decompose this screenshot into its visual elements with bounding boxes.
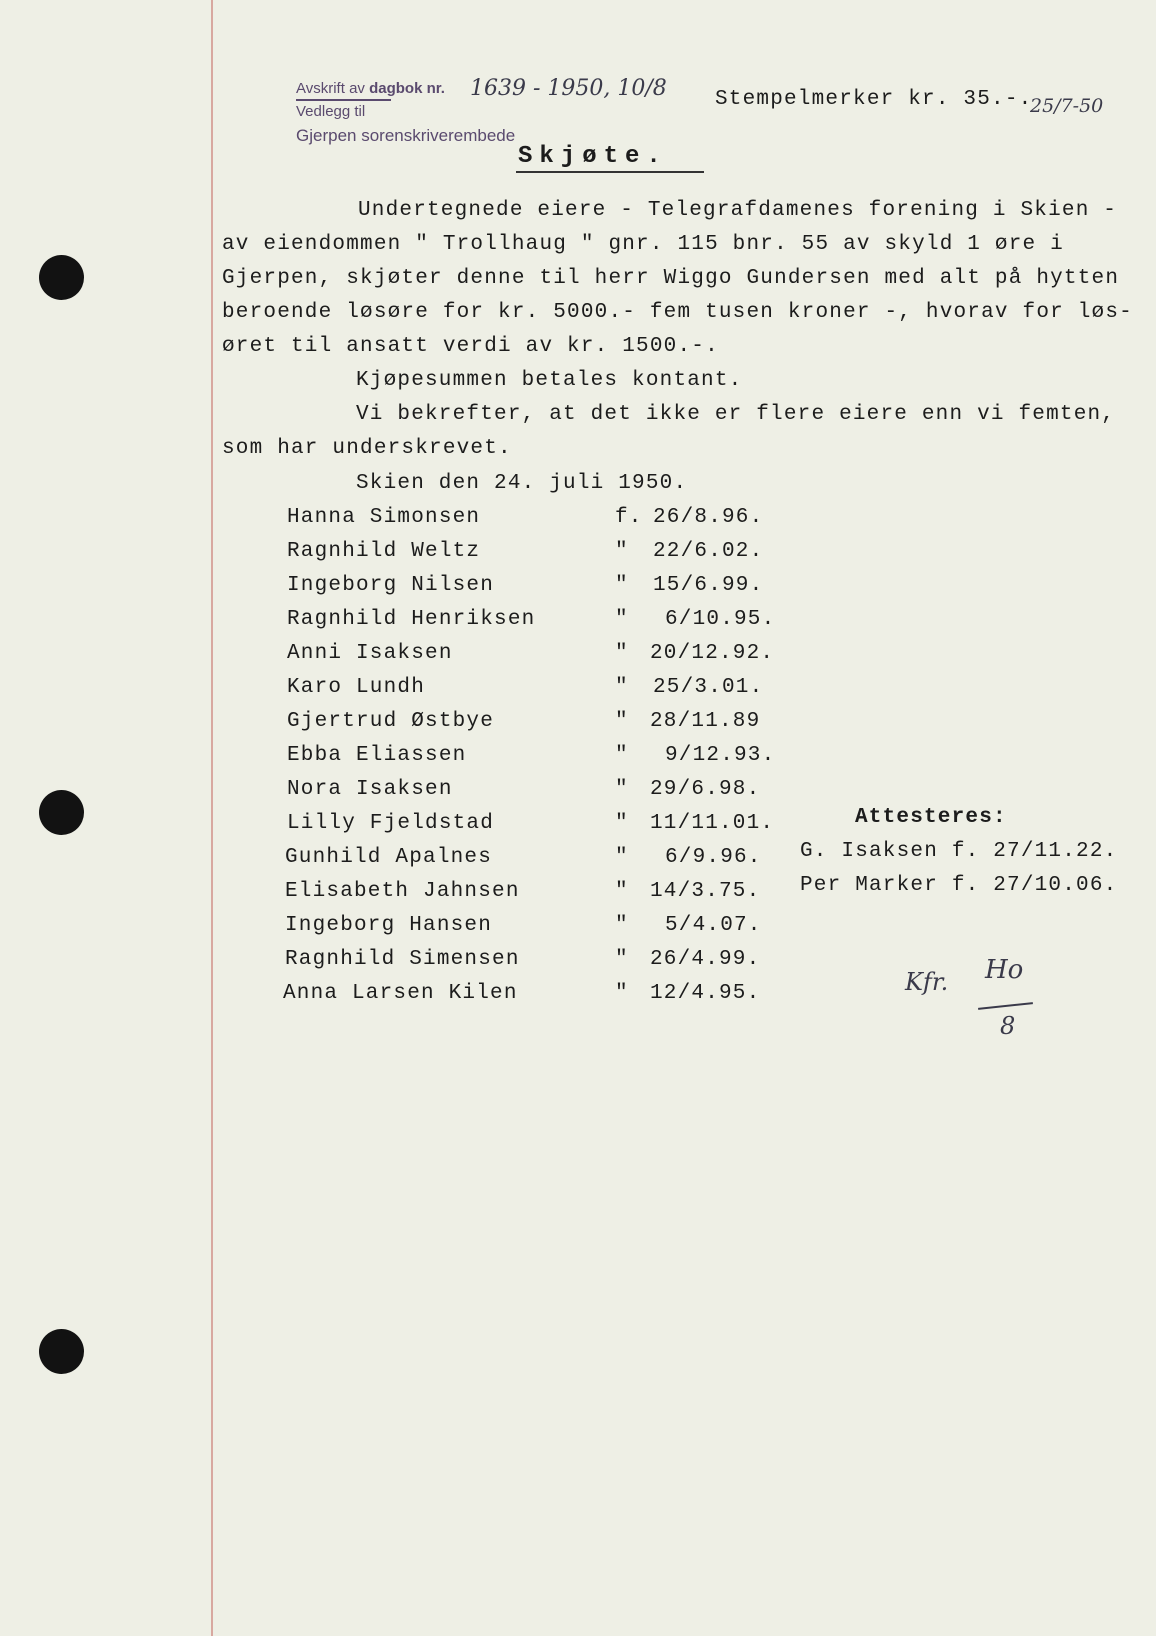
signatory-date: 29/6.98.: [650, 778, 761, 801]
signatory-name: Lilly Fjeldstad: [287, 812, 495, 835]
signatory-date: 12/4.95.: [650, 982, 761, 1005]
handwritten-annotation-left: Kfr.: [905, 968, 949, 996]
signatory-mark: ": [615, 880, 629, 903]
signatory-name: Ragnhild Simensen: [285, 948, 520, 971]
body-line: Vi bekrefter, at det ikke er flere eiere enn vi femten,: [356, 403, 1116, 426]
body-line: beroende løsøre for kr. 5000.- fem tusen kroner -, hvorav for løs-: [222, 301, 1133, 324]
signatory-mark: ": [615, 676, 629, 699]
signatory-name: Hanna Simonsen: [287, 506, 481, 529]
attest-line: G. Isaksen f. 27/11.22.: [800, 840, 1118, 863]
signatory-mark: ": [615, 914, 629, 937]
body-line: Kjøpesummen betales kontant.: [356, 369, 743, 392]
signatory-date: 11/11.01.: [650, 812, 775, 835]
signatory-name: Ragnhild Henriksen: [287, 608, 536, 631]
signatory-date: 25/3.01.: [653, 676, 764, 699]
signatory-name: Karo Lundh: [287, 676, 426, 699]
signatory-mark: ": [615, 778, 629, 801]
body-line: øret til ansatt verdi av kr. 1500.-.: [222, 335, 719, 358]
signatory-mark: ": [615, 608, 629, 631]
stamp-dagbok-label: dagbok nr.: [369, 80, 445, 97]
date-line: Skien den 24. juli 1950.: [356, 472, 688, 495]
signatory-mark: f.: [615, 506, 643, 529]
signatory-name: Anna Larsen Kilen: [283, 982, 518, 1005]
signatory-name: Ingeborg Hansen: [285, 914, 493, 937]
stamp-duty-date-handwritten: 25/7-50: [1030, 95, 1104, 117]
signatory-date: 9/12.93.: [665, 744, 776, 767]
stamp-avskrift: Avskrift av: [296, 80, 365, 97]
body-line: Undertegnede eiere - Telegrafdamenes forening i Skien -: [358, 199, 1118, 222]
signatory-name: Gjertrud Østbye: [287, 710, 495, 733]
punch-hole: [39, 1329, 84, 1374]
signatory-date: 6/9.96.: [665, 846, 762, 869]
stamp-underline: [296, 99, 391, 101]
document-title: Skjøte.: [518, 143, 668, 170]
signatory-name: Ragnhild Weltz: [287, 540, 481, 563]
signatory-date: 5/4.07.: [665, 914, 762, 937]
signatory-mark: ": [615, 642, 629, 665]
title-underline: [516, 171, 704, 173]
signatory-date: 28/11.89: [650, 710, 761, 733]
signatory-mark: ": [615, 948, 629, 971]
body-line: som har underskrevet.: [222, 437, 512, 460]
signatory-name: Nora Isaksen: [287, 778, 453, 801]
signatory-name: Gunhild Apalnes: [285, 846, 493, 869]
signatory-mark: ": [615, 812, 629, 835]
body-line: av eiendommen " Trollhaug " gnr. 115 bnr. 55 av skyld 1 øre i: [222, 233, 1064, 256]
handwritten-fraction-line: [978, 1002, 1033, 1010]
signatory-mark: ": [615, 710, 629, 733]
handwritten-annotation-bottom: 8: [1000, 1012, 1016, 1040]
signatory-date: 15/6.99.: [653, 574, 764, 597]
signatory-date: 14/3.75.: [650, 880, 761, 903]
stamp-line-2: Vedlegg til: [296, 103, 366, 120]
stamp-line-1: [296, 80, 445, 97]
signatory-name: Anni Isaksen: [287, 642, 453, 665]
signatory-date: 20/12.92.: [650, 642, 775, 665]
signatory-date: 6/10.95.: [665, 608, 776, 631]
signatory-mark: ": [615, 540, 629, 563]
stamp-line-3: Gjerpen sorenskriverembede: [296, 126, 516, 145]
body-line: Gjerpen, skjøter denne til herr Wiggo Gundersen med alt på hytten: [222, 267, 1120, 290]
signatory-name: Ebba Eliassen: [287, 744, 467, 767]
signatory-name: Ingeborg Nilsen: [287, 574, 495, 597]
signatory-mark: ": [615, 574, 629, 597]
attest-heading: Attesteres:: [855, 806, 1007, 829]
signatory-mark: ": [615, 846, 629, 869]
punch-hole: [39, 790, 84, 835]
signatory-date: 22/6.02.: [653, 540, 764, 563]
signatory-date: 26/4.99.: [650, 948, 761, 971]
punch-hole: [39, 255, 84, 300]
signatory-mark: ": [615, 982, 629, 1005]
signatory-date: 26/8.96.: [653, 506, 764, 529]
signatory-mark: ": [615, 744, 629, 767]
dagbok-number-handwritten: 1639 - 1950, 10/8: [470, 76, 667, 101]
signatory-name: Elisabeth Jahnsen: [285, 880, 520, 903]
stamp-duty-text: Stempelmerker kr. 35.-.: [715, 88, 1033, 111]
margin-rule: [211, 0, 213, 1636]
handwritten-annotation-top: Ho: [985, 955, 1024, 985]
attest-line: Per Marker f. 27/10.06.: [800, 874, 1118, 897]
